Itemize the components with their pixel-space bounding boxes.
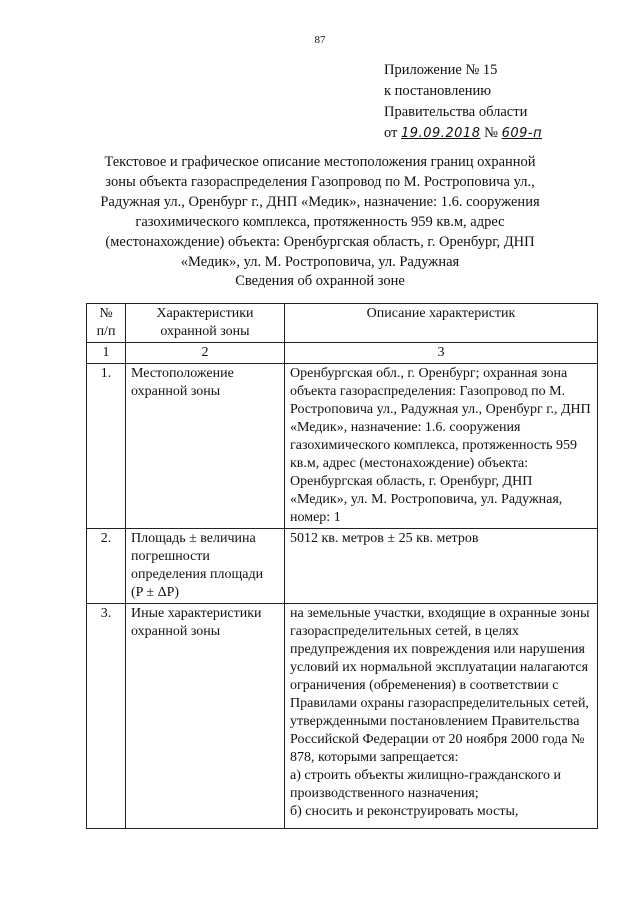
restriction-item-a: а) строить объекты жилищно-гражданского и производственного назначения;	[290, 768, 561, 801]
page-number: 87	[314, 34, 326, 46]
table-row	[87, 364, 598, 529]
section-subtitle: Сведения об охранной зоне	[235, 273, 405, 289]
restriction-item-b: б) сносить и реконструировать мосты,	[290, 804, 519, 819]
row-description: 5012 кв. метров ± 25 кв. метров	[285, 529, 598, 604]
table-row	[87, 529, 598, 604]
row-characteristic: Площадь ± величина погрешности определения площади (P ± ΔP)	[126, 529, 285, 604]
row-description	[285, 604, 598, 829]
column-number-3: 3	[285, 343, 598, 364]
handwritten-number: 609-п	[501, 126, 543, 141]
table-row	[87, 604, 598, 829]
zone-table	[86, 303, 598, 829]
appendix-block	[384, 60, 542, 144]
row-number: 2.	[87, 529, 126, 604]
table-header-row	[87, 304, 598, 343]
row-characteristic: Иные характеристики охранной зоны	[126, 604, 285, 829]
column-number-1: 1	[87, 343, 126, 364]
appendix-line-3: Правительства области	[384, 104, 528, 120]
column-number-2: 2	[126, 343, 285, 364]
header-number: № п/п	[87, 304, 126, 343]
restrictions-intro: на земельные участки, входящие в охранные зоны газораспределительных сетей, в целях предупреждения их повреждения или нарушения условий их нормальной эксплуатации налагаются ограничения (обременения) в соответствии с Правилами охраны газораспределительных сетей, утвержденными постановлением Правительства Российской Федерации от 20 ноября 2000 года № 878, которыми запрещается:	[290, 606, 590, 765]
page-continuation-gap	[290, 821, 592, 827]
header-characteristics: Характеристики охранной зоны	[126, 304, 285, 343]
appendix-line-2: к постановлению	[384, 83, 492, 99]
handwritten-date: 19.09.2018	[401, 126, 481, 141]
document-title: Текстовое и графическое описание местоположения границ охранной зоны объекта газораспределения Газопровод по М. Ростроповича ул., Радужная ул., Оренбург г., ДНП «Медик», назначение: 1.6. сооружения газохимического комплекса, протяженность 959 кв.м, адрес (местонахождение) объекта: Оренбургская область, г. Оренбург, ДНП «Медик», ул. М. Ростроповича, ул. Радужная	[100, 154, 540, 270]
appendix-date-line	[384, 123, 542, 144]
row-characteristic: Местоположение охранной зоны	[126, 364, 285, 529]
header-description: Описание характеристик	[285, 304, 598, 343]
date-prefix: от	[384, 125, 398, 141]
appendix-line-1: Приложение № 15	[384, 62, 498, 78]
row-description: Оренбургская обл., г. Оренбург; охранная зона объекта газораспределения: Газопровод по М. Ростроповича ул., Радужная ул., Оренбург г., ДНП «Медик», назначение: 1.6. сооружения газохимического комплекса, протяженность 959 кв.м, адрес (местонахождение) объекта: Оренбургская область, г. Оренбург, ДНП «Медик», ул. М. Ростроповича, ул. Радужная, номер: 1	[285, 364, 598, 529]
row-number: 3.	[87, 604, 126, 829]
table-column-numbers-row	[87, 343, 598, 364]
number-prefix: №	[484, 125, 498, 141]
row-number: 1.	[87, 364, 126, 529]
